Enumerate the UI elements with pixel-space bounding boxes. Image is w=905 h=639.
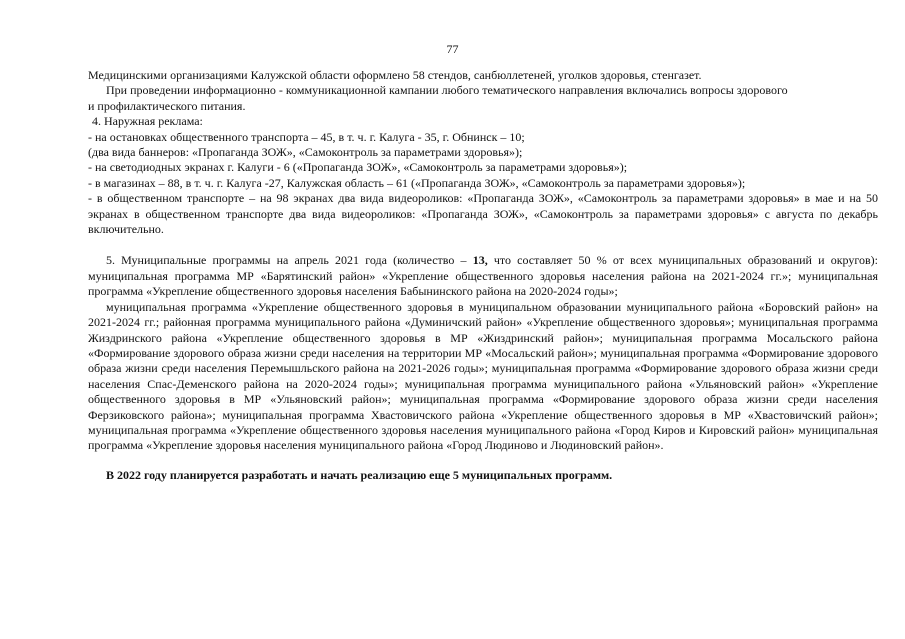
programs-intro-before: 5. Муниципальные программы на апрель 2021 года (количество – (106, 253, 473, 268)
paragraph-plan-2022: В 2022 году планируется разработать и начать реализацию еще 5 муниципальных программ. (106, 467, 613, 482)
item-banners: (два вида баннеров: «Пропаганда ЗОЖ», «Самоконтроль за параметрами здоровья»); (88, 145, 523, 160)
paragraph-programs-intro (88, 253, 878, 299)
item-transport: - в общественном транспорте – на 98 экранах два вида видеороликов: «Пропаганда ЗОЖ», «Самоконтроль за параметрами здоровья» в мае и на 50 экранах в общественном транспорте два вида видеороликов: «Пропаганда ЗОЖ», «Самоконтроль за параметрами здоровья» с августа по декабрь включительно. (88, 191, 878, 237)
item-shops: - в магазинах – 88, в т. ч. г. Калуга -27, Калужская область – 61 («Пропаганда ЗОЖ», «Самоконтроль за параметрами здоровья»); (88, 175, 746, 190)
programs-count: 13, (472, 253, 488, 268)
item-led-screens: - на светодиодных экранах г. Калуги - 6 («Пропаганда ЗОЖ», «Самоконтроль за параметрами здоровья»); (88, 160, 628, 175)
document-body (88, 68, 878, 483)
paragraph-programs-list: муниципальная программа «Укрепление общественного здоровья в муниципальном образовании муниципального района «Боровский район» на 2021-2024 гг.; районная программа муниципального района «Думиничский район» «Укрепление общественного здоровья»; муниципальная программа Жиздринского района «Укрепление общественного здоровья в МР «Жиздринский район»; муниципальная программа Мосальского района «Формирование здорового образа жизни среди населения на территории МР «Мосальский район»; муниципальная программа «Формирование здорового образа жизни среди населения Перемышльского района на 2021-2026 годы»; муниципальная программа «Формирование здорового образа жизни среди населения Спас-Деменского района на 2020-2024 годы»; муниципальная программа муниципального района «Ульяновский район» «Укрепление общественного здоровья в МР «Ульяновский район»; муниципальная программа «Формирование здорового образа жизни среди населения Ферзиковского района»; муниципальная программа Хвастовичского района «Укрепление общественного здоровья в МР «Хвастовичский район»; муниципальная программа «Укрепление общественного здоровья населения муниципального района «Город Киров и Кировский район» муниципальная программа «Укрепление здоровья населения муниципального района «Город Людиново и Людиновский район». (88, 299, 878, 453)
item-bus-stops: - на остановках общественного транспорта – 45, в т. ч. г. Калуга - 35, г. Обнинск – 10; (88, 129, 525, 144)
page-number: 77 (446, 42, 459, 56)
heading-outdoor-ads: 4. Наружная реклама: (92, 114, 203, 129)
paragraph-campaign: При проведении информационно - коммуникационной кампании любого тематического направления включались вопросы здорового (106, 83, 788, 98)
paragraph-stands: Медицинскими организациями Калужской области оформлено 58 стендов, санбюллетеней, уголков здоровья, стенгазет. (88, 68, 702, 82)
paragraph-campaign-cont: и профилактического питания. (88, 98, 246, 113)
programs-intro-after: что составляет 50 % от всех муниципальных образований и округов): муниципальная программа МР «Барятинский район» «Укрепление общественного здоровья населения района на 2021-2024 гг.»; муниципальная программа «Укрепление общественного здоровья населения Бабынинского района на 2020-2024 годы»; (88, 253, 878, 299)
